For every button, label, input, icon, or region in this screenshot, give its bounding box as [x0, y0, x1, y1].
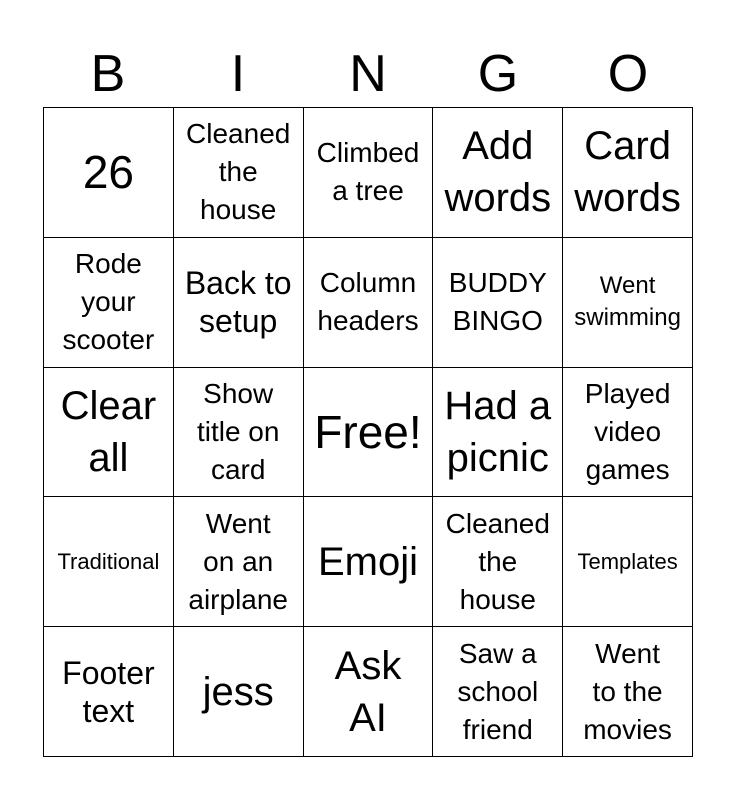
- bingo-cell-3-5[interactable]: [563, 368, 693, 498]
- bingo-cell-4-4[interactable]: [433, 497, 563, 627]
- bingo-cell-4-5[interactable]: [563, 497, 693, 627]
- cell-label: Back to setup: [184, 265, 292, 340]
- bingo-cell-4-3[interactable]: [304, 497, 434, 627]
- cell-label: Went on an airplane: [188, 507, 289, 615]
- bingo-cell-5-3[interactable]: [304, 627, 434, 757]
- bingo-cell-4-1[interactable]: [44, 497, 174, 627]
- bingo-cell-4-2[interactable]: [174, 497, 304, 627]
- cell-label: Card words: [574, 124, 681, 221]
- bingo-cell-3-4[interactable]: [433, 368, 563, 498]
- bingo-cell-1-4[interactable]: [433, 108, 563, 238]
- bingo-cell-5-4[interactable]: [433, 627, 563, 757]
- bingo-cell-5-2[interactable]: [174, 627, 304, 757]
- bingo-cell-5-1[interactable]: [44, 627, 174, 757]
- cell-label: Emoji: [317, 539, 418, 584]
- bingo-cell-3-1[interactable]: [44, 368, 174, 498]
- bingo-cell-1-1[interactable]: [44, 108, 174, 238]
- bingo-cell-2-1[interactable]: [44, 238, 174, 368]
- cell-label: Add words: [444, 124, 552, 221]
- bingo-cell-2-3[interactable]: [304, 238, 434, 368]
- cell-label: Cleaned the house: [186, 118, 291, 226]
- bingo-cell-2-5[interactable]: [563, 238, 693, 368]
- cell-label: Templates: [577, 548, 678, 574]
- header-letter-b: B: [90, 45, 126, 103]
- bingo-cell-3-2[interactable]: [174, 368, 304, 498]
- header-letter-i: I: [230, 45, 246, 103]
- header-letter-g: G: [477, 45, 519, 103]
- cell-label: jess: [202, 669, 274, 714]
- cell-label: Cleaned the house: [445, 507, 550, 615]
- bingo-board: [43, 107, 693, 757]
- cell-label: BUDDY BINGO: [448, 267, 547, 337]
- cell-label: Went swimming: [574, 272, 681, 332]
- cell-label: Free!: [314, 405, 422, 458]
- cell-label: Saw a school friend: [457, 637, 539, 745]
- bingo-cell-2-2[interactable]: [174, 238, 304, 368]
- cell-label: Climbed a tree: [316, 137, 420, 207]
- cell-label: Show title on card: [196, 377, 280, 485]
- cell-label: Column headers: [317, 267, 419, 337]
- cell-label: Went to the movies: [583, 637, 672, 745]
- bingo-cell-2-4[interactable]: [433, 238, 563, 368]
- cell-label: 26: [82, 146, 134, 199]
- bingo-cell-1-5[interactable]: [563, 108, 693, 238]
- cell-label: Traditional: [57, 548, 160, 574]
- cell-label: Clear all: [60, 383, 157, 480]
- cell-label: Rode your scooter: [62, 248, 155, 356]
- header-letter-n: N: [349, 45, 387, 103]
- bingo-cell-1-3[interactable]: [304, 108, 434, 238]
- bingo-cell-5-5[interactable]: [563, 627, 693, 757]
- cell-label: Footer text: [62, 654, 155, 729]
- bingo-cell-3-3[interactable]: [304, 368, 434, 498]
- bingo-cell-1-2[interactable]: [174, 108, 304, 238]
- cell-label: Played video games: [584, 377, 671, 485]
- cell-label: Had a picnic: [444, 383, 552, 480]
- header-letter-o: O: [607, 45, 649, 103]
- bingo-header: [43, 44, 693, 104]
- cell-label: Ask AI: [334, 643, 402, 740]
